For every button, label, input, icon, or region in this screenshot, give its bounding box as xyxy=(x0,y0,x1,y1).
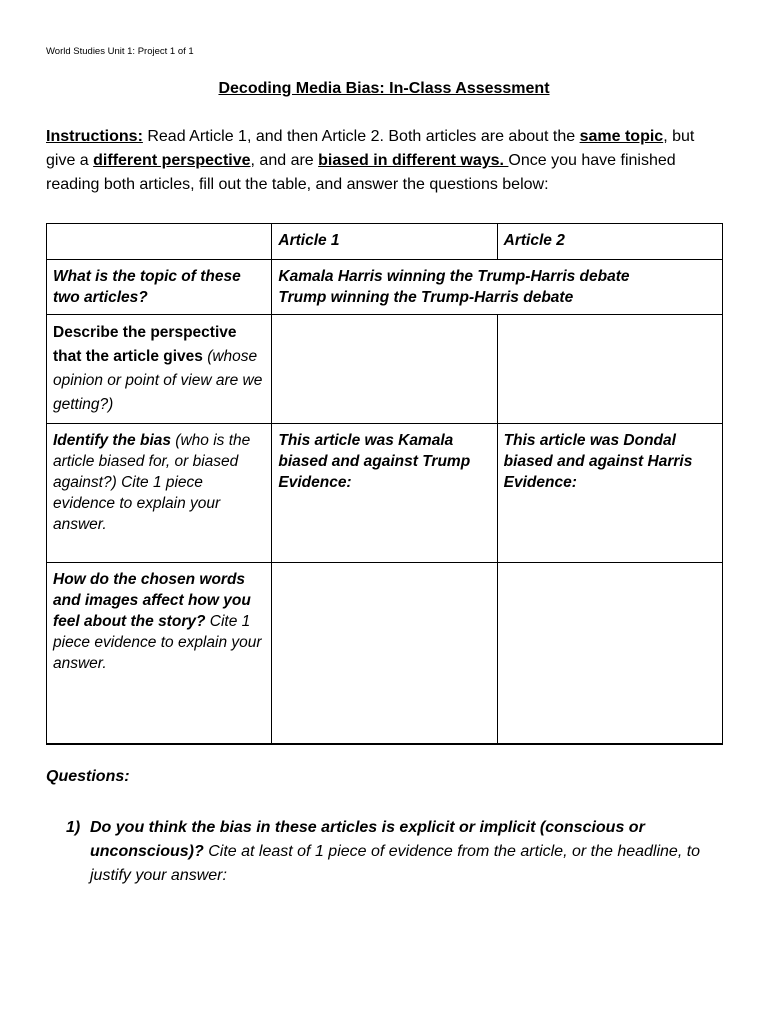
words-prompt-bold: How do the chosen words and images affect how you feel about the story? xyxy=(53,571,251,630)
question-italic-text: Cite at least of 1 piece of evidence from the article, or the headline, to justify your answer: xyxy=(90,843,701,884)
instructions-text-4: Once you have finished reading both articles, fill out the table, and answer the questions below: xyxy=(46,152,676,193)
instructions-label: Instructions: xyxy=(46,128,143,145)
words-prompt-cell xyxy=(47,563,272,744)
words-article-2-cell[interactable] xyxy=(497,563,722,744)
instructions-emphasis-perspective: different perspective xyxy=(93,152,251,169)
table-row-topic xyxy=(47,260,723,315)
question-item xyxy=(66,816,726,888)
instructions-text-2: , but give a xyxy=(46,128,695,169)
perspective-prompt-rest: (whose opinion or point of view are we getting?) xyxy=(53,348,263,413)
question-text xyxy=(90,816,726,888)
instructions-paragraph xyxy=(46,125,726,197)
header-note: World Studies Unit 1: Project 1 of 1 xyxy=(46,46,194,57)
document-title: Decoding Media Bias: In-Class Assessment xyxy=(218,80,550,97)
perspective-prompt-bold: Describe the perspective that the article gives xyxy=(53,324,237,365)
perspective-article-1-cell[interactable] xyxy=(272,315,497,424)
topic-prompt-cell: What is the topic of these two articles? xyxy=(47,260,272,315)
bias-prompt-rest: (who is the article biased for, or biased against?) Cite 1 piece evidence to explain your answer. xyxy=(53,432,251,533)
bias-article-2-cell[interactable] xyxy=(497,424,722,563)
instructions-text-1: Read Article 1, and then Article 2. Both articles are about the xyxy=(142,128,580,145)
perspective-article-2-cell[interactable] xyxy=(497,315,722,424)
table-header-article-2: Article 2 xyxy=(497,224,722,260)
bias-article-2-text: This article was Dondal biased and against Harris xyxy=(503,432,693,470)
question-number: 1) xyxy=(66,819,81,836)
table-row-bias xyxy=(47,424,723,563)
table-header-blank-cell xyxy=(47,224,272,260)
instructions-emphasis-same-topic: same topic xyxy=(579,128,664,145)
topic-answer-line-1: Kamala Harris winning the Trump-Harris debate xyxy=(278,268,630,285)
table-row-perspective xyxy=(47,315,723,424)
words-prompt-rest: Cite 1 piece evidence to explain your answer. xyxy=(53,613,262,672)
assessment-table xyxy=(46,223,723,745)
table-header-article-1: Article 1 xyxy=(272,224,497,260)
words-article-1-cell[interactable] xyxy=(272,563,497,744)
table-header-row xyxy=(47,224,723,260)
table-row-words-images xyxy=(47,563,723,744)
question-bold-text: Do you think the bias in these articles is explicit or implicit (conscious or unconscious)? xyxy=(90,819,645,860)
instructions-text-3: , and are xyxy=(250,152,319,169)
questions-heading: Questions: xyxy=(46,768,130,785)
topic-answer-line-2: Trump winning the Trump-Harris debate xyxy=(278,289,574,306)
bias-article-1-text: This article was Kamala biased and against Trump xyxy=(278,432,471,470)
bias-article-1-evidence-label: Evidence: xyxy=(278,474,352,491)
bias-prompt-bold: Identify the bias xyxy=(53,432,171,449)
perspective-prompt-cell xyxy=(47,315,272,424)
bias-prompt-cell xyxy=(47,424,272,563)
bias-article-1-cell[interactable] xyxy=(272,424,497,563)
topic-answer-cell[interactable] xyxy=(272,260,723,315)
bias-article-2-evidence-label: Evidence: xyxy=(503,474,577,491)
instructions-emphasis-biased: biased in different ways. xyxy=(318,152,509,169)
